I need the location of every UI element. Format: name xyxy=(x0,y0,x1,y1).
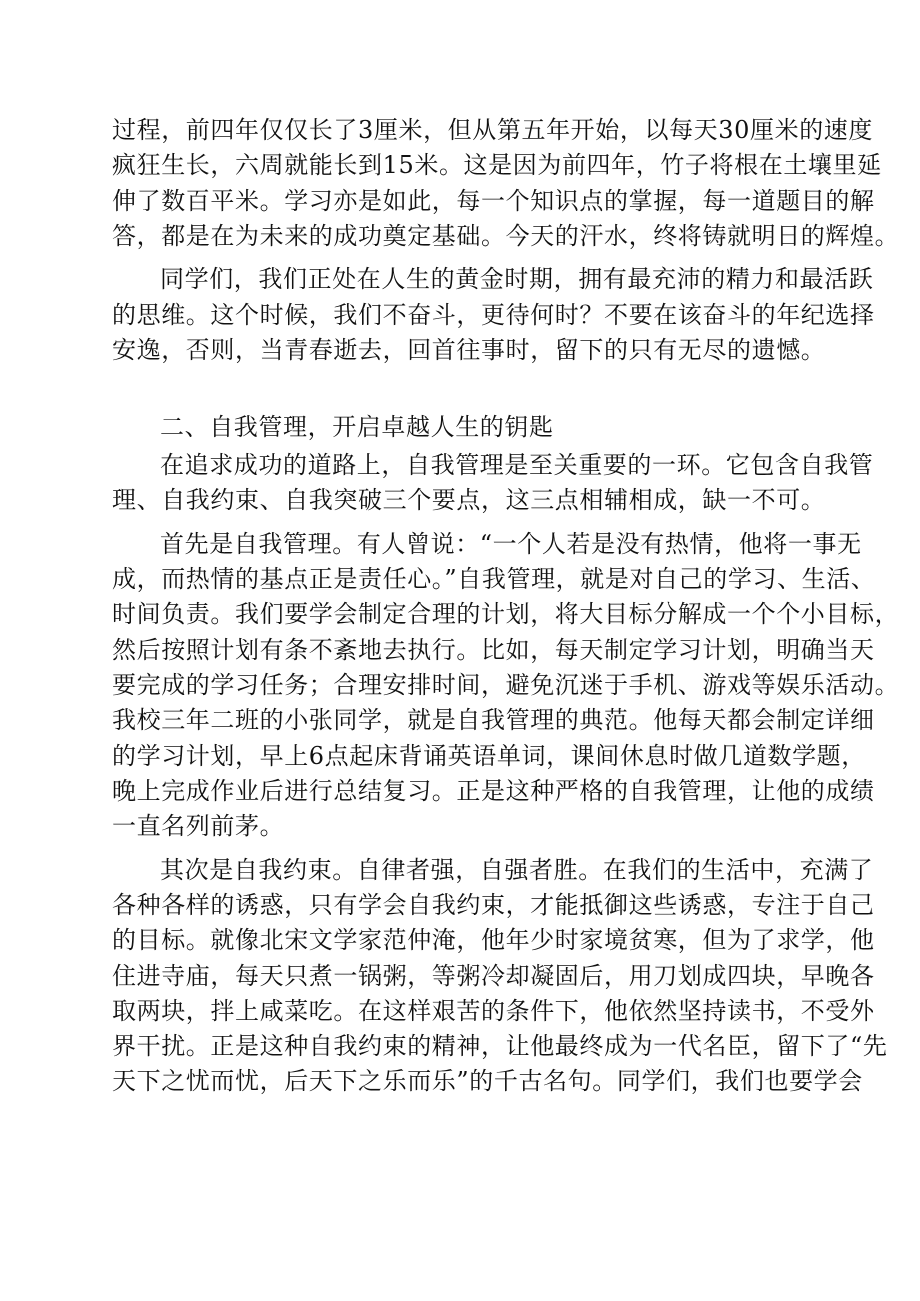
text-line: 其次是自我约束。自律者强，自强者胜。在我们的生活中，充满了 xyxy=(160,855,874,884)
text-line: 首先是自我管理。有人曾说：“一个人若是没有热情，他将一事无 xyxy=(160,529,862,558)
text-line: 理、自我约束、自我突破三个要点，这三点相辅相成，缺一不可。 xyxy=(112,486,826,515)
text-line: 天下之忧而忧，后天下之乐而乐”的千古名句。同学们，我们也要学会 xyxy=(112,1067,863,1096)
text-line: 然后按照计划有条不紊地去执行。比如，每天制定学习计划，明确当天 xyxy=(112,635,875,664)
text-line: 的学习计划，早上6点起床背诵英语单词，课间休息时做几道数学题， xyxy=(112,741,866,770)
text-line: 一直名列前茅。 xyxy=(112,812,285,841)
text-line: 我校三年二班的小张同学，就是自我管理的典范。他每天都会制定详细 xyxy=(112,706,875,735)
document-body xyxy=(112,113,900,1100)
text-line: 成，而热情的基点正是责任心。”自我管理，就是对自己的学习、生活、 xyxy=(112,565,876,594)
text-line: 各种各样的诱惑，只有学会自我约束，才能抵御这些诱惑，专注于自己 xyxy=(112,891,875,919)
text-line: 的目标。就像北宋文学家范仲淹，他年少时家境贫寒，但为了求学，他 xyxy=(112,926,875,955)
text-line: 伸了数百平米。学习亦是如此，每一个知识点的掌握，每一道题目的解 xyxy=(112,186,875,215)
paragraph xyxy=(112,853,888,1100)
text-line: 在追求成功的道路上，自我管理是至关重要的一环。它包含自我管 xyxy=(160,451,874,480)
text-line: 界干扰。正是这种自我约束的精神，让他最终成为一代名臣，留下了“先 xyxy=(112,1032,888,1061)
paragraph xyxy=(112,113,900,254)
paragraph xyxy=(112,448,874,519)
paragraph xyxy=(112,262,875,368)
text-line: 过程，前四年仅仅长了3厘米，但从第五年开始，以每天30厘米的速度 xyxy=(112,116,874,144)
text-line: 答，都是在为未来的成功奠定基础。今天的汗水，终将铸就明日的辉煌。 xyxy=(112,221,900,250)
text-line: 取两块，拌上咸菜吃。在这样艰苦的条件下，他依然坚持读书，不受外 xyxy=(112,996,875,1025)
text-line: 时间负责。我们要学会制定合理的计划，将大目标分解成一个个小目标， xyxy=(112,600,900,629)
text-line: 的思维。这个时候，我们不奋斗，更待何时？不要在该奋斗的年纪选择 xyxy=(112,300,875,329)
paragraph xyxy=(112,527,900,845)
text-line: 晚上完成作业后进行总结复习。正是这种严格的自我管理，让他的成绩 xyxy=(112,776,875,805)
text-line: 疯狂生长，六周就能长到15米。这是因为前四年，竹子将根在土壤里延 xyxy=(112,151,882,180)
text-line: 安逸，否则，当青春逝去，回首往事时，留下的只有无尽的遗憾。 xyxy=(112,335,826,364)
section-heading: 二、自我管理，开启卓越人生的钥匙 xyxy=(160,413,554,442)
text-line: 要完成的学习任务；合理安排时间，避免沉迷于手机、游戏等娱乐活动。 xyxy=(112,671,900,700)
text-line: 同学们，我们正处在人生的黄金时期，拥有最充沛的精力和最活跃 xyxy=(160,265,874,294)
text-line: 住进寺庙，每天只煮一锅粥，等粥冷却凝固后，用刀划成四块，早晚各 xyxy=(112,961,875,990)
